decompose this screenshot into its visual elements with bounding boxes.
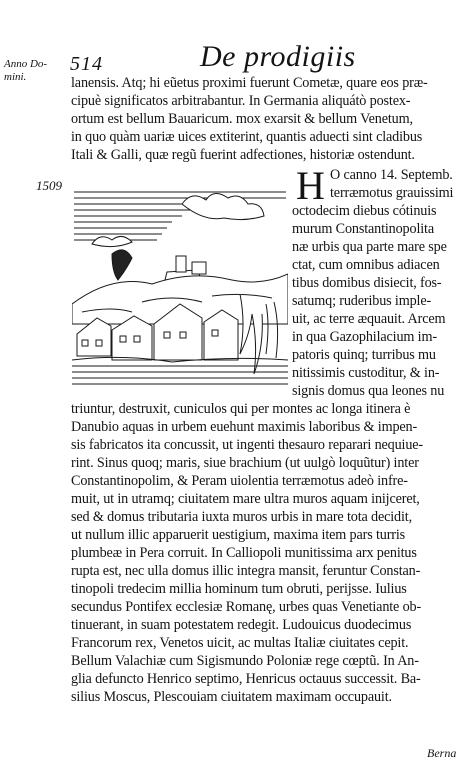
text-line: in quo quàm uariæ uices extiterint, quantis aduecti sint cladibus [71,129,423,145]
woodcut-illustration [72,184,288,391]
catchword: Berna [427,746,457,760]
text-line: rupta est, nec ulla domus illic integra mansit, feruntur Constan- [71,563,421,579]
text-line: nitissimis custoditur, & in- [292,365,440,381]
text-line: uit, ac terre æquauit. Arcem [292,311,446,327]
text-line: Francorum rex, Venetos uicit, ac multas Italiæ ciuitates cepit. [71,635,409,651]
text-line: secundus Pontifex ecclesiæ Romanę, urbes quas Venetiante ob- [71,599,422,615]
margin-note-text: Anno Do-mini. [4,58,48,83]
text-line: cipuè significatos arbitrabantur. In Germania aliquátò postex- [71,93,411,109]
text-line: murum Constantinopolita [292,221,434,237]
text-line: Constantinopolim, & Peram uiolentia terræmotus adeò infre- [71,473,408,489]
text-line: in qua Gazophilacium im- [292,329,437,345]
margin-note [4,58,62,84]
text-line: signis domus qua leones nu [292,383,445,399]
text-line: sed & domus tributaria iuxta muros urbis in mare tota decidit, [71,509,412,525]
text-line: terræmotus grauissimi [330,185,454,201]
text-line: ut nullum illic apparuerit uestigium, maxima item pars turris [71,527,406,543]
text-line: Danubio aquas in urbem euehunt maximis laboribus & impen- [71,419,418,435]
text-line: rint. Sinus quoq; maris, siue brachium (ut uulgò loquũtur) inter [71,455,419,471]
text-line: ortum est bellum Bauaricum. mox exarsit & bellum Venetum, [71,111,413,127]
text-line: tibus domibus disiecit, fos- [292,275,442,291]
text-line: Bellum Valachiæ cum Sigismundo Poloniæ rege cœptũ. In An- [71,653,419,669]
text-line: tinopoli tredecim millia hominum tum obruti, perijsse. Iulius [71,581,407,597]
text-line: patoris quinq; turribus mu [292,347,436,363]
text-line: lanensis. Atq; hi eũetus proximi fuerunt Cometæ, quare eos præ- [71,75,428,91]
text-line: octodecim diebus cótinuis [292,203,437,219]
text-line: muit, ut in utramq; ciuitatem mare ultra muros aquam inijceret, [71,491,420,507]
text-line: O canno 14. Septemb. [330,167,453,183]
decorative-initial: H [296,163,325,208]
text-line: triuntur, destruxit, cuniculos qui per montes ac longa itinera è [71,401,411,417]
text-line: ctat, cum omnibus adiacen [292,257,440,273]
text-line: næ urbis qua parte mare spe [292,239,447,255]
text-line: Itali & Galli, quæ regũ fuerint adfectiones, historiæ ostendunt. [71,147,415,163]
running-title: De prodigiis [200,40,356,73]
page-number: 514 [70,53,103,75]
text-line: silius Moscus, Plescouiam ciuitatem maximam occupauit. [71,689,392,705]
text-line: tinuerant, in suam potestatem redegit. Ludouicus duodecimus [71,617,412,633]
text-line: satumq; ruderibus imple- [292,293,432,309]
year-mark: 1509 [36,178,62,193]
text-line: glia defuncto Henrico septimo, Henricus octauus successit. Ba- [71,671,421,687]
text-line: plumbeæ in Pera corruit. In Calliopoli munitissima arx penitus [71,545,417,561]
text-line: sis fabricatos ita concussit, ut ingenti thesauro reparari nequiue- [71,437,424,453]
